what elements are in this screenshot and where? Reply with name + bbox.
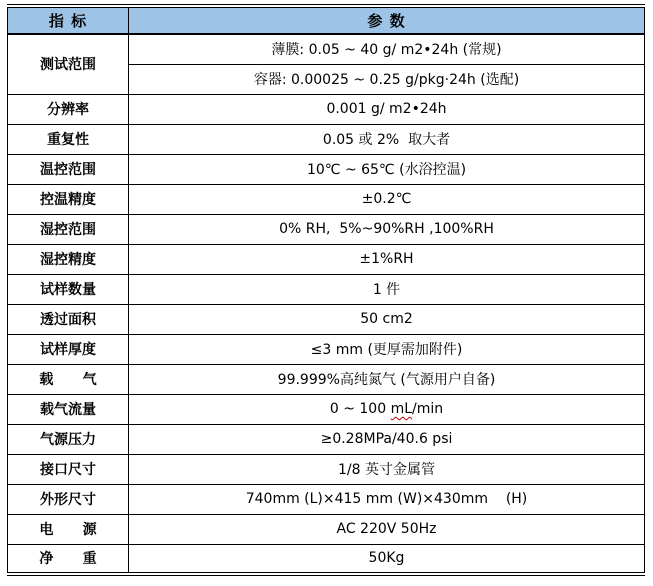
row-value-temp-control-range: 10℃ ~ 65℃ (水浴控温) (129, 154, 645, 184)
row-value-net-weight: 50Kg (129, 544, 645, 574)
row-value-humidity-control-accuracy: ±1%RH (129, 244, 645, 274)
row-value-container-range: 容器: 0.00025 ~ 0.25 g/pkg·24h (选配) (129, 64, 645, 94)
row-value-interface-size: 1/8 英寸金属管 (129, 454, 645, 484)
row-label-sample-thickness: 试样厚度 (8, 334, 129, 364)
row-value-temp-control-accuracy: ±0.2℃ (129, 184, 645, 214)
row-label-temp-control-range: 温控范围 (8, 154, 129, 184)
table-row-gas-supply-pressure (8, 424, 645, 454)
row-label-sample-quantity: 试样数量 (8, 274, 129, 304)
spec-table (7, 4, 645, 576)
row-label-humidity-control-range: 湿控范围 (8, 214, 129, 244)
flow-value-prefix: 0 ~ 100 (329, 401, 391, 417)
row-label-transmission-area: 透过面积 (8, 304, 129, 334)
table-row-carrier-gas-flow (8, 394, 645, 424)
flow-value-spellcheck-underlined: mL (390, 401, 413, 417)
row-label-test-range: 测试范围 (8, 34, 129, 94)
row-value-sample-quantity: 1 件 (129, 274, 645, 304)
table-row-net-weight (8, 544, 645, 574)
row-value-power-supply: AC 220V 50Hz (129, 514, 645, 544)
row-label-interface-size: 接口尺寸 (8, 454, 129, 484)
table-row-carrier-gas (8, 364, 645, 394)
row-label-humidity-control-accuracy: 湿控精度 (8, 244, 129, 274)
table-row-repeatability (8, 124, 645, 154)
header-row (8, 6, 645, 34)
table-row-humidity-control-accuracy (8, 244, 645, 274)
table-row-power-supply (8, 514, 645, 544)
row-value-carrier-gas-flow (129, 394, 645, 424)
row-label-gas-supply-pressure: 气源压力 (8, 424, 129, 454)
row-value-repeatability: 0.05 或 2% 取大者 (129, 124, 645, 154)
table-row-sample-thickness (8, 334, 645, 364)
flow-value-suffix: /min (412, 401, 444, 417)
row-value-film-range: 薄膜: 0.05 ~ 40 g/ m2•24h (常规) (129, 34, 645, 64)
table-row-temp-control-range (8, 154, 645, 184)
row-label-repeatability: 重复性 (8, 124, 129, 154)
header-cell-indicator: 指 标 (8, 6, 129, 34)
table-row-resolution (8, 94, 645, 124)
row-label-temp-control-accuracy: 控温精度 (8, 184, 129, 214)
table-row-sample-quantity (8, 274, 645, 304)
row-value-overall-dimensions: 740mm (L)×415 mm (W)×430mm (H) (129, 484, 645, 514)
row-label-carrier-gas-flow: 载气流量 (8, 394, 129, 424)
row-label-carrier-gas: 载 气 (8, 364, 129, 394)
row-value-gas-supply-pressure: ≥0.28MPa/40.6 psi (129, 424, 645, 454)
row-value-sample-thickness: ≤3 mm (更厚需加附件) (129, 334, 645, 364)
row-value-carrier-gas: 99.999%高纯氮气 (气源用户自备) (129, 364, 645, 394)
row-label-overall-dimensions: 外形尺寸 (8, 484, 129, 514)
row-value-transmission-area: 50 cm2 (129, 304, 645, 334)
table-row-overall-dimensions (8, 484, 645, 514)
row-label-power-supply: 电 源 (8, 514, 129, 544)
table-row-transmission-area (8, 304, 645, 334)
header-cell-parameter: 参 数 (129, 6, 645, 34)
row-value-resolution: 0.001 g/ m2•24h (129, 94, 645, 124)
row-value-humidity-control-range: 0% RH, 5%~90%RH ,100%RH (129, 214, 645, 244)
row-label-net-weight: 净 重 (8, 544, 129, 574)
table-row-humidity-control-range (8, 214, 645, 244)
table-row-interface-size (8, 454, 645, 484)
row-label-resolution: 分辨率 (8, 94, 129, 124)
table-row-temp-control-accuracy (8, 184, 645, 214)
table-row-test-range-film (8, 34, 645, 64)
